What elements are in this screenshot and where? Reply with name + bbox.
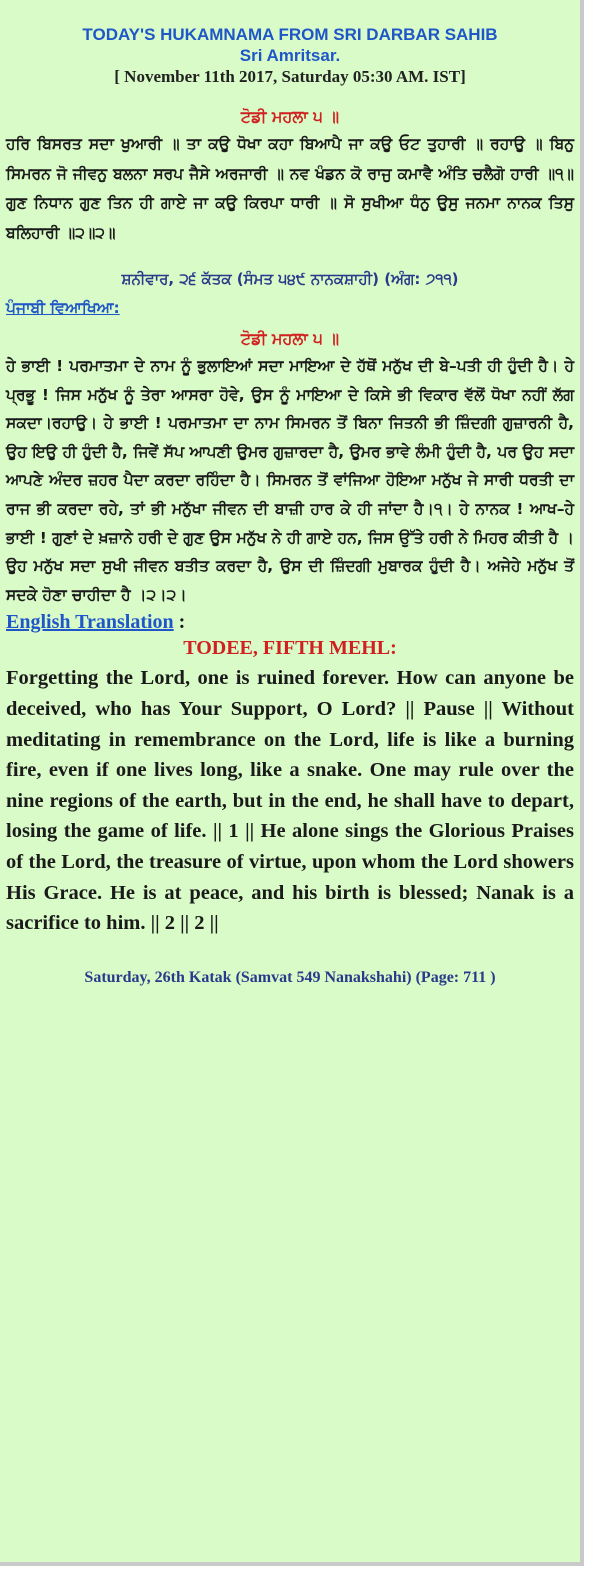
english-section-label-row [6,609,574,635]
english-footer-date: Saturday, 26th Katak (Samvat 549 Nanakshahi) (Page: 711 ) [84,968,496,986]
english-text: Forgetting the Lord, one is ruined forever. How can anyone be deceived, who has Your Support, O Lord? || Pause || Without meditating in remembrance on the Lord, life is like a burning fire, even if one lives long, like a snake. One may rule over the nine regions of the earth, but in the end, he shall have to depart, losing the game of life. || 1 || He alone sings the Glorious Praises of the Lord, the treasure of virtue, upon whom the Lord showers His Grace. He is at peace, and his birth is blessed; Nanak is a sacrifice to him. || 2 || 2 || [6,667,574,935]
english-heading: TODEE, FIFTH MEHL: [183,637,397,660]
header [6,24,574,88]
gurbani-text: ਹਰਿ ਬਿਸਰਤ ਸਦਾ ਖੁਆਰੀ ॥ ਤਾ ਕਉ ਧੋਖਾ ਕਹਾ ਬਿਆਪੈ ਜਾ ਕਉ ਓਟ ਤੁਹਾਰੀ ॥ ਰਹਾਉ ॥ ਬਿਨੁ ਸਿਮਰਨ ਜੋ ਜੀਵਨੁ ਬਲਨਾ ਸਰਪ ਜੈਸੇ ਅਰਜਾਰੀ ॥ ਨਵ ਖੰਡਨ ਕੋ ਰਾਜੁ ਕਮਾਵੈ ਅੰਤਿ ਚਲੈਗੋ ਹਾਰੀ ॥੧॥ ਗੁਣ ਨਿਧਾਨ ਗੁਣ ਤਿਨ ਹੀ ਗਾਏ ਜਾ ਕਉ ਕਿਰਪਾ ਧਾਰੀ ॥ ਸੋ ਸੁਖੀਆ ਧੰਨੁ ਉਸੁ ਜਨਮਾ ਨਾਨਕ ਤਿਸੁ ਬਲਿਹਾਰੀ ॥੨॥੨॥ [6,135,574,242]
header-subtitle: Sri Amritsar. [239,46,341,65]
gurbani-heading: ਟੋਡੀ ਮਹਲਾ ੫ ॥ [240,107,340,126]
gurbani-date: ਸ਼ਨੀਵਾਰ, ੨੬ ਕੱਤਕ (ਸੰਮਤ ੫੪੯ ਨਾਨਕਸ਼ਾਹੀ) (ਅੰਗ: ੭੧੧) [121,270,459,288]
english-label-suffix: : [173,611,186,634]
punjabi-section-label-row [6,296,574,320]
punjabi-text: ਹੇ ਭਾਈ ! ਪਰਮਾਤਮਾ ਦੇ ਨਾਮ ਨੂੰ ਭੁਲਾਇਆਂ ਸਦਾ ਮਾਇਆ ਦੇ ਹੱਥੋਂ ਮਨੁੱਖ ਦੀ ਬੇ–ਪਤੀ ਹੀ ਹੁੰਦੀ ਹੈ। ਹੇ ਪ੍ਰਭੂ ! ਜਿਸ ਮਨੁੱਖ ਨੂੰ ਤੇਰਾ ਆਸਰਾ ਹੋਵੇ, ਉਸ ਨੂੰ ਮਾਇਆ ਦੇ ਕਿਸੇ ਭੀ ਵਿਕਾਰ ਵੱਲੋਂ ਧੋਖਾ ਨਹੀਂ ਲੱਗ ਸਕਦਾ।ਰਹਾਉ। ਹੇ ਭਾਈ ! ਪਰਮਾਤਮਾ ਦਾ ਨਾਮ ਸਿਮਰਨ ਤੋਂ ਬਿਨਾ ਜਿਤਨੀ ਭੀ ਜ਼ਿੰਦਗੀ ਗੁਜ਼ਾਰਨੀ ਹੈ, ਉਹ ਇਉ ਹੀ ਹੁੰਦੀ ਹੈ, ਜਿਵੇਂ ਸੱਪ ਆਪਣੀ ਉਮਰ ਗੁਜ਼ਾਰਦਾ ਹੈ, ਉਮਰ ਭਾਵੇ ਲੰਮੀ ਹੁੰਦੀ ਹੈ, ਪਰ ਉਹ ਸਦਾ ਆਪਣੇ ਅੰਦਰ ਜ਼ਹਰ ਪੈਦਾ ਕਰਦਾ ਰਹਿੰਦਾ ਹੈ। ਸਿਮਰਨ ਤੋਂ ਵਾਂਜਿਆ ਹੋਇਆ ਮਨੁੱਖ ਜੇ ਸਾਰੀ ਧਰਤੀ ਦਾ ਰਾਜ ਭੀ ਕਰਦਾ ਰਹੇ, ਤਾਂ ਭੀ ਮਨੁੱਖਾ ਜੀਵਨ ਦੀ ਬਾਜ਼ੀ ਹਾਰ ਕੇ ਹੀ ਜਾਂਦਾ ਹੈ।੧। ਹੇ ਨਾਨਕ ! ਆਖ–ਹੇ ਭਾਈ ! ਗੁਣਾਂ ਦੇ ਖ਼ਜ਼ਾਨੇ ਹਰੀ ਦੇ ਗੁਣ ਉਸ ਮਨੁੱਖ ਨੇ ਹੀ ਗਾਏ ਹਨ, ਜਿਸ ਉੱਤੇ ਹਰੀ ਨੇ ਮਿਹਰ ਕੀਤੀ ਹੈ । ਉਹ ਮਨੁੱਖ ਸਦਾ ਸੁਖੀ ਜੀਵਨ ਬਤੀਤ ਕਰਦਾ ਹੈ, ਉਸ ਦੀ ਜ਼ਿੰਦਗੀ ਮੁਬਾਰਕ ਹੁੰਦੀ ਹੈ। ਅਜੇਹੇ ਮਨੁੱਖ ਤੋਂ ਸਦਕੇ ਹੋਣਾ ਚਾਹੀਦਾ ਹੈ ।੨।੨। [6,357,574,604]
english-section-label: English Translation [6,611,174,634]
punjabi-section-label: ਪੰਜਾਬੀ ਵਿਆਖਿਆ: [6,299,120,317]
header-title: TODAY'S HUKAMNAMA FROM SRI DARBAR SAHIB [82,25,498,44]
punjabi-heading: ਟੋਡੀ ਮਹਲਾ ੫ ॥ [240,329,340,348]
header-date: [ November 11th 2017, Saturday 05:30 AM. IST] [114,67,466,86]
